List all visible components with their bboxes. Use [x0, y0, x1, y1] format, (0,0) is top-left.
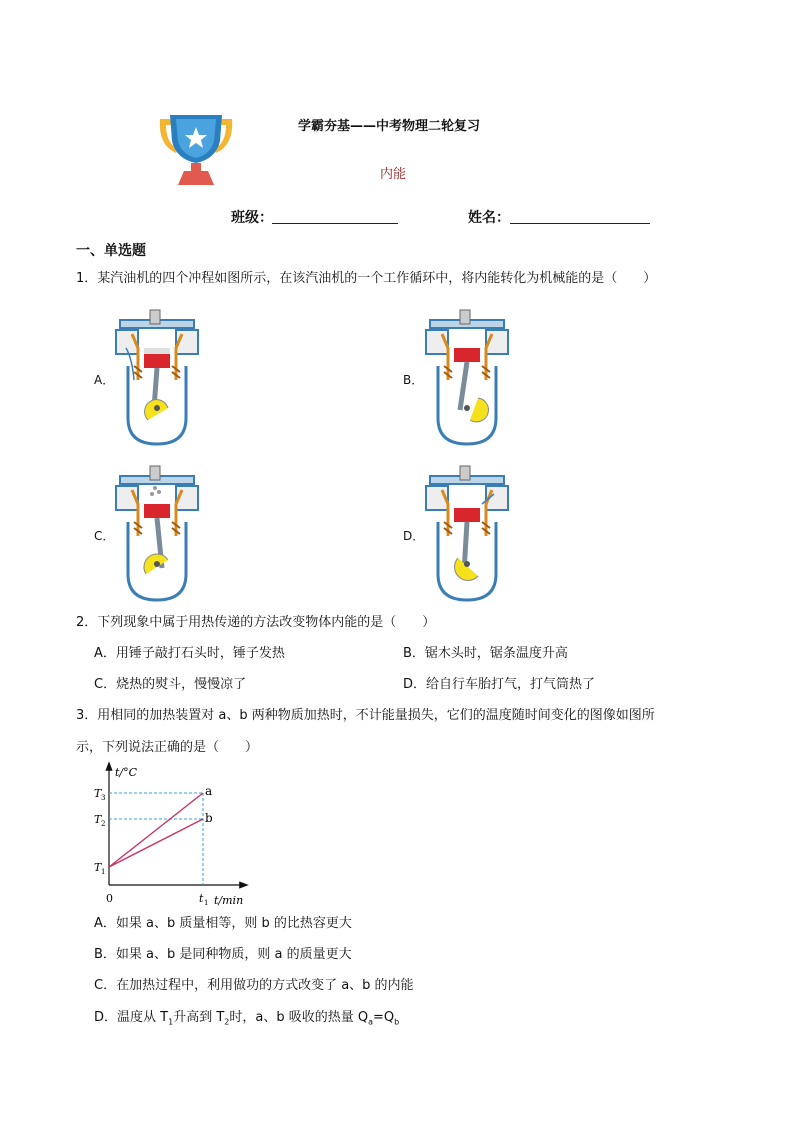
q3-option-b: B．如果 a、b 是同种物质，则 a 的质量更大 [94, 947, 352, 962]
q2-option-b: B．锯木头时，锯条温度升高 [403, 646, 568, 661]
y-axis-label: t/°C [115, 766, 138, 779]
q3-option-a: A．如果 a、b 质量相等，则 b 的比热容更大 [94, 916, 352, 931]
t1-sub: 1 [101, 868, 106, 876]
trophy-logo [154, 113, 238, 187]
origin-label: 0 [106, 892, 113, 905]
line-a [109, 793, 203, 867]
question-3-stem-line2: 示，下列说法正确的是（ ） [76, 740, 259, 755]
t3-sub: 3 [101, 794, 106, 802]
section-heading: 一、单选题 [76, 243, 146, 259]
document-title: 学霸夯基——中考物理二轮复习 [298, 119, 481, 134]
class-field-label: 班级： [231, 210, 273, 226]
q1-option-b-label: B． [403, 373, 424, 387]
line-b [109, 819, 203, 867]
document-subtitle: 内能 [380, 167, 407, 182]
q2-option-a: A．用锤子敲打石头时，锤子发热 [94, 646, 285, 661]
t1-label: T [94, 861, 102, 874]
name-field-label: 姓名： [468, 210, 510, 226]
x-axis-label: t/min [214, 894, 244, 907]
q1-option-c-label: C． [94, 529, 115, 543]
line-a-label: a [205, 784, 213, 798]
question-3-stem-line1: 3．用相同的加热装置对 a、b 两种物质加热时，不计能量损失，它们的温度随时间变化的图像如图所 [76, 708, 655, 723]
class-field-line[interactable] [272, 222, 398, 224]
time-t1-label: t [199, 892, 204, 905]
q1-option-d-label: D． [403, 529, 425, 543]
t3-label: T [94, 787, 102, 800]
time-t1-sub: 1 [204, 899, 209, 907]
t2-sub: 2 [101, 820, 106, 828]
temperature-time-graph [90, 760, 250, 910]
question-1-stem: 1．某汽油机的四个冲程如图所示，在该汽油机的一个工作循环中，将内能转化为机械能的是（ ） [76, 271, 657, 286]
engine-diagram-b [424, 308, 510, 448]
q2-option-c: C．烧热的熨斗，慢慢凉了 [94, 677, 247, 692]
name-field-line[interactable] [510, 222, 650, 224]
q3-option-c: C．在加热过程中，利用做功的方式改变了 a、b 的内能 [94, 978, 414, 993]
q3-option-d: D．温度从 $T_1$升高到 $T_2$时，a、b 吸收的热量 $Q_a=Q_b$ [94, 1010, 400, 1027]
line-b-label: b [205, 811, 213, 825]
question-2-stem: 2．下列现象中属于用热传递的方法改变物体内能的是（ ） [76, 615, 436, 630]
engine-diagram-a [114, 308, 200, 448]
q1-option-a-label: A． [94, 373, 115, 387]
q2-option-d: D．给自行车胎打气，打气筒热了 [403, 677, 596, 692]
t2-label: T [94, 813, 102, 826]
engine-diagram-c [114, 464, 200, 604]
engine-diagram-d [424, 464, 510, 604]
